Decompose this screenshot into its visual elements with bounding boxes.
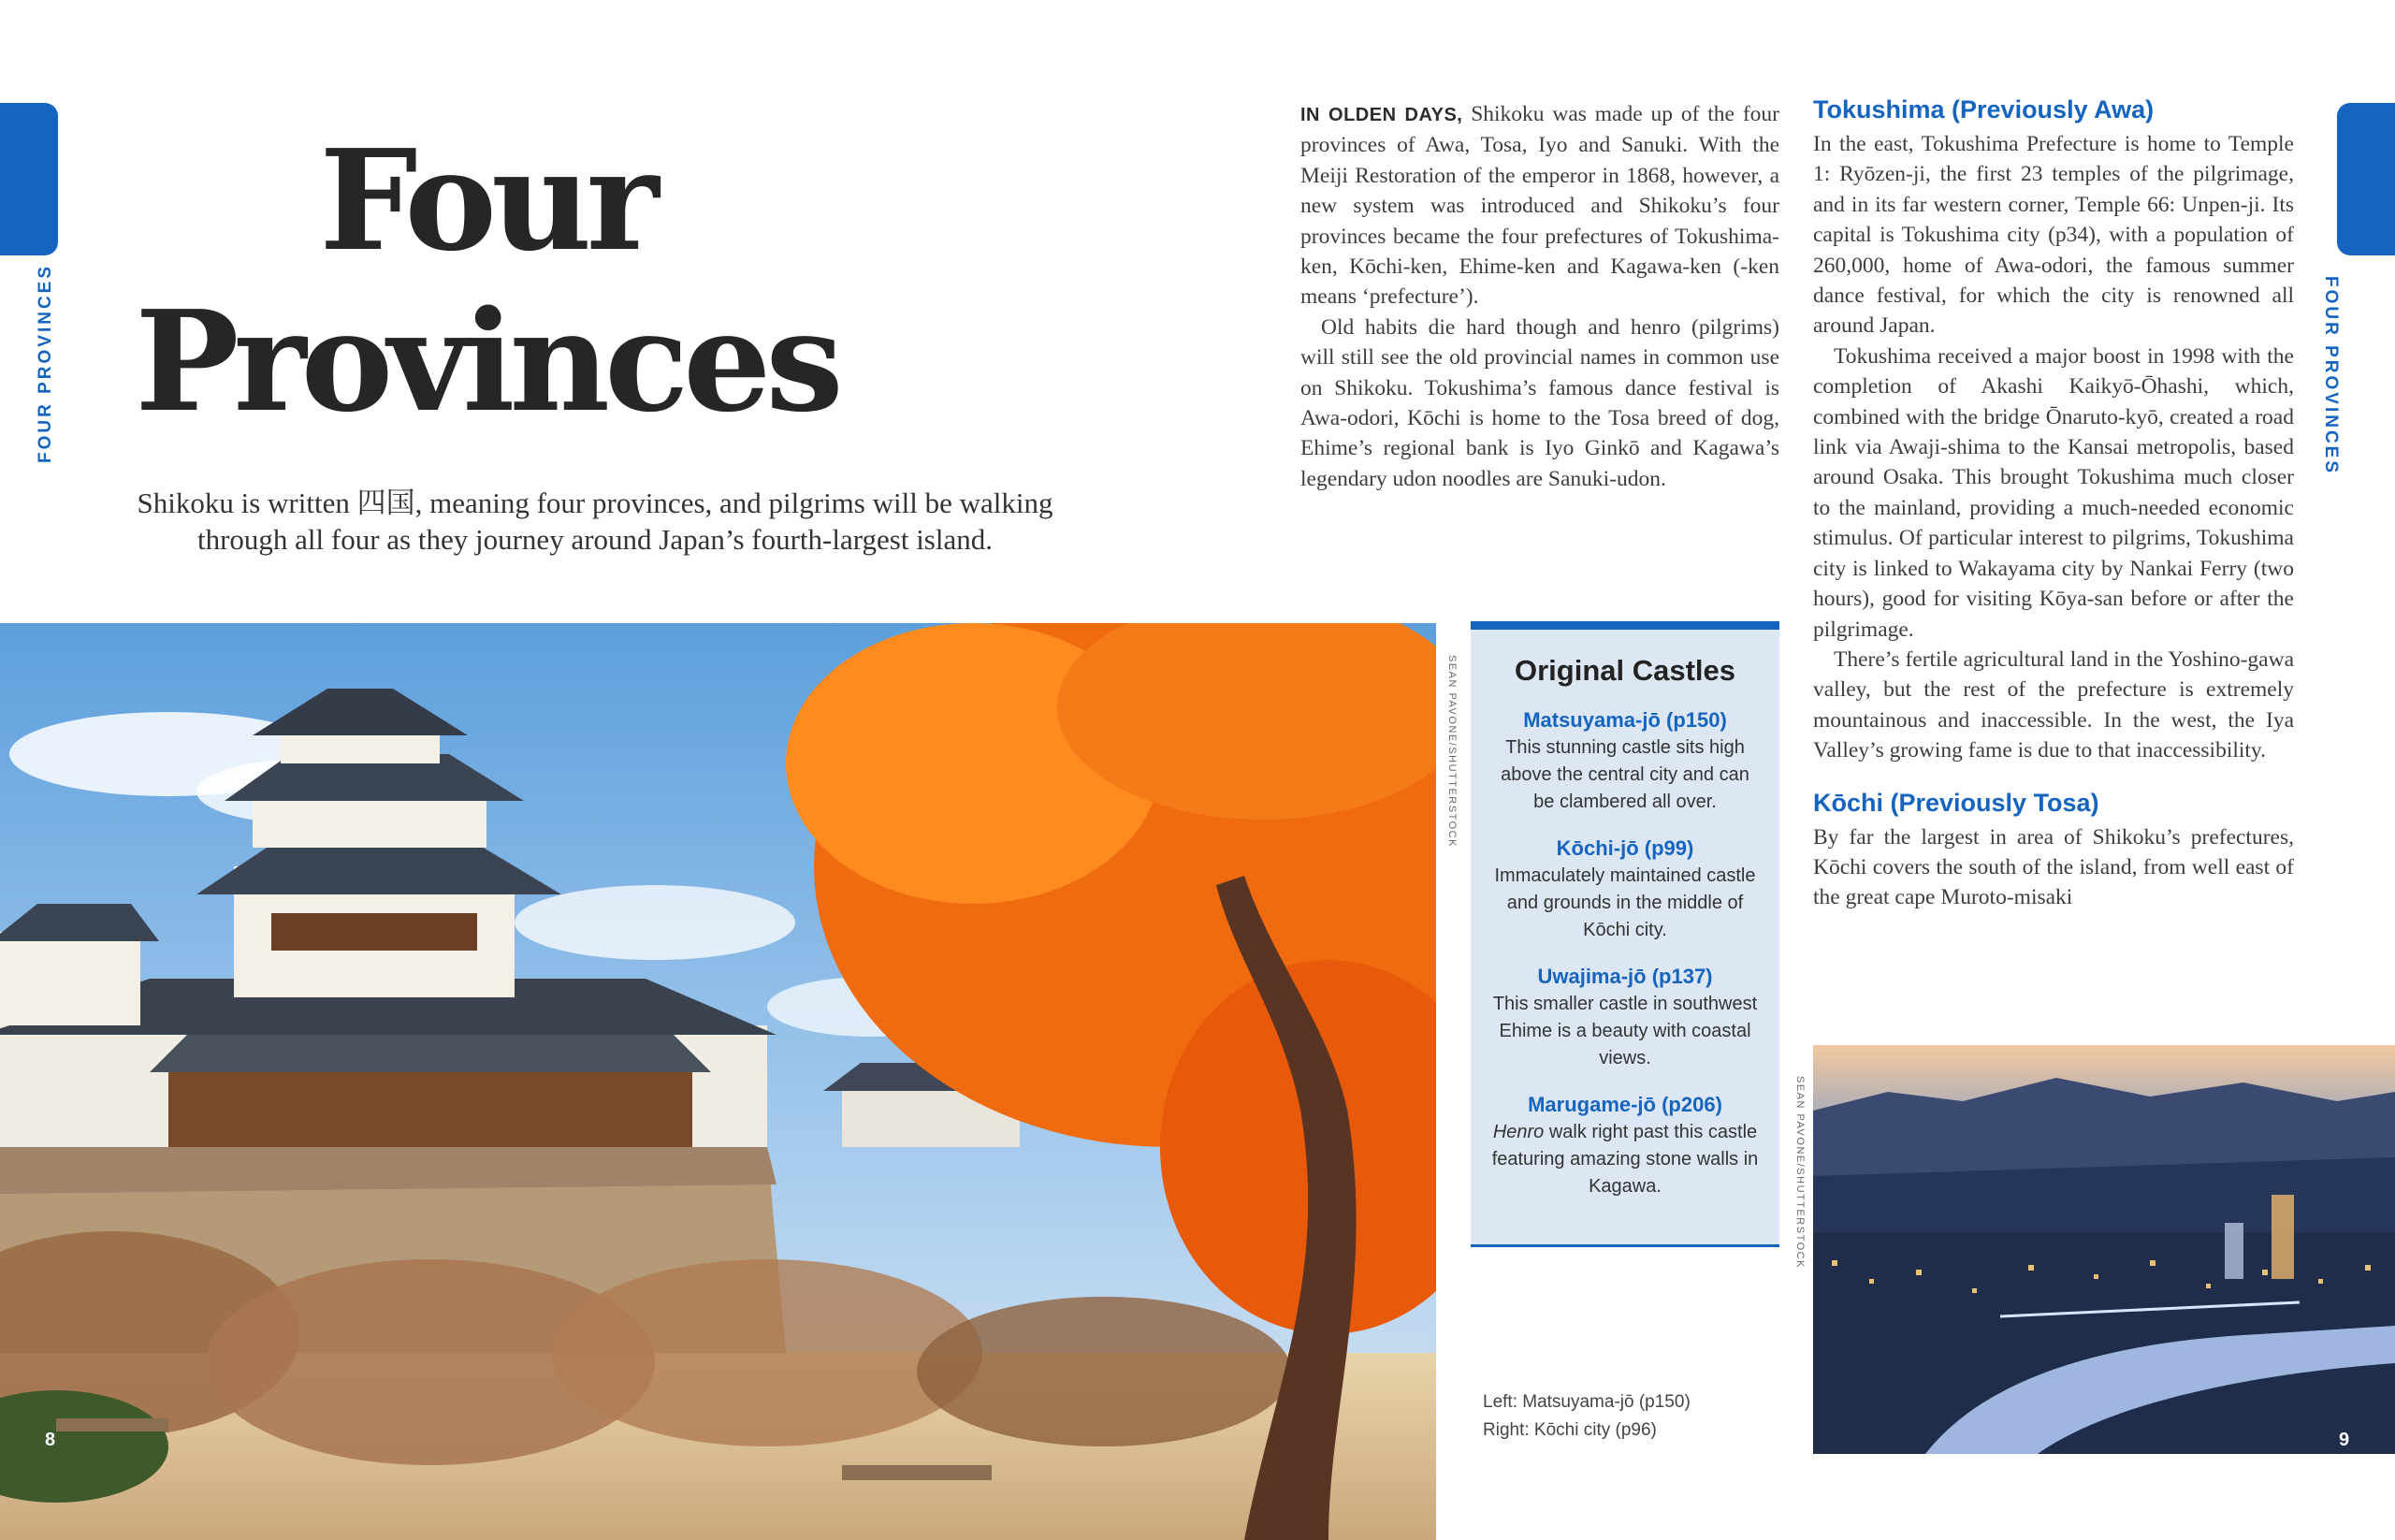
heading-kochi: Kōchi (Previously Tosa) — [1813, 788, 2099, 817]
paragraph-tokushima-2: Tokushima received a major boost in 1998 with the completion of Akashi Kaikyō-Ōhashi, which, combined with the bridge Ōnaruto-kyō, created a road link via Awaji-shima to the Kansai metropolis, based around Osaka. This brought Tokushima much closer to the mainland, providing a much-needed economic stimulus. Of particular interest to pilgrims, Tokushima city is linked to Wakayama city by Nankai Ferry (two hours), good for visiting Kōya-san before or after the pilgrimage. — [1813, 343, 2294, 642]
castles-box-title: Original Castles — [1514, 654, 1736, 687]
paragraph-tokushima-1: In the east, Tokushima Prefecture is home to Temple 1: Ryōzen-ji, the first 23 temples of the pilgrimage, and in its far western corner, Temple 66: Unpen-ji. Its capital is Tokushima city (p34), with a population of 260,000, home of Awa-odori, the famous summer dance festival, for which the city is renowned all around Japan. — [1813, 132, 2294, 339]
heading-tokushima: Tokushima (Previously Awa) — [1813, 95, 2155, 123]
page-number-left: 8 — [45, 1430, 56, 1450]
photo-kochi-city — [1813, 1045, 2395, 1454]
lead-in: IN OLDEN DAYS, — [1300, 105, 1463, 125]
castle-desc: Immaculately maintained castle and grounds in the middle of Kōchi city. — [1494, 865, 1756, 940]
castle-desc: This stunning castle sits high above the central city and can be clambered all over. — [1501, 737, 1749, 812]
caption-left: Left: Matsuyama-jō (p150) — [1483, 1392, 1691, 1412]
paragraph-olden-days: IN OLDEN DAYS, Shikoku was made up of the four provinces of Awa, Tosa, Iyo and Sanuki. With the Meiji Restoration of the emperor in 1868, however, a new system was introduced and Shikoku’s four provinces became the four prefectures of Tokushima-ken, Kōchi-ken, Ehime-ken and Kagawa-ken (-ken means ‘prefecture’). — [1300, 102, 1779, 310]
body-column-2 — [1813, 94, 2294, 913]
castle-item — [1491, 835, 1759, 944]
paragraph-tokushima-3: There’s fertile agricultural land in the Yoshino-gawa valley, but the rest of the prefecture is extremely mountainous and inaccessible. In the west, the Iya Valley’s growing fame is due to that inaccessibility. — [1813, 647, 2294, 763]
castle-illustration — [0, 623, 1436, 1540]
castle-desc: This smaller castle in southwest Ehime is a beauty with coastal views. — [1492, 994, 1758, 1068]
castle-item — [1491, 706, 1759, 816]
title-line-1: Four — [319, 119, 654, 282]
castle-name: Matsuyama-jō (p150) — [1523, 708, 1727, 732]
castle-item — [1491, 963, 1759, 1072]
castle-name: Kōchi-jō (p99) — [1556, 836, 1694, 860]
page-number-right: 9 — [2339, 1430, 2350, 1450]
body-column-1 — [1300, 99, 1779, 494]
intro-text: Shikoku is written 四国, meaning four provinces, and pilgrims will be walking through all four as they journey around Japan’s fourth-largest island. — [137, 487, 1053, 556]
paragraph-old-habits: Old habits die hard though and henro (pilgrims) will still see the old provincial names in common use on Shikoku. Tokushima’s famous dance festival is Awa-odori, Kōchi is home to the Tosa breed of dog, Ehime’s regional bank is Iyo Ginkō and Kagawa’s legendary udon noodles are Sanuki-udon. — [1300, 314, 1779, 491]
caption-right: Right: Kōchi city (p96) — [1483, 1420, 1657, 1440]
castle-name: Uwajima-jō (p137) — [1537, 965, 1713, 988]
page-title — [112, 120, 861, 442]
section-tab-left — [0, 103, 58, 255]
photo-captions — [1483, 1388, 1691, 1445]
city-illustration — [1813, 1045, 2395, 1454]
photo-credit-right: SEAN PAVONE/SHUTTERSTOCK — [1794, 1076, 1806, 1269]
paragraph-kochi-1: By far the largest in area of Shikoku’s prefectures, Kōchi covers the south of the island, from well east of the great cape Muroto-misaki — [1813, 824, 2294, 910]
castle-name: Marugame-jō (p206) — [1528, 1093, 1722, 1116]
photo-credit-left: SEAN PAVONE/SHUTTERSTOCK — [1446, 655, 1458, 848]
title-line-2: Provinces — [135, 280, 838, 443]
photo-matsuyama-castle — [0, 623, 1436, 1540]
side-label-right: FOUR PROVINCES — [2321, 276, 2341, 476]
original-castles-box — [1471, 621, 1779, 1247]
section-tab-right — [2337, 103, 2395, 255]
castle-desc: Henro walk right past this castle featuring amazing stone walls in Kagawa. — [1491, 1122, 1759, 1197]
castle-item — [1491, 1091, 1759, 1200]
side-label-left: FOUR PROVINCES — [36, 263, 55, 463]
